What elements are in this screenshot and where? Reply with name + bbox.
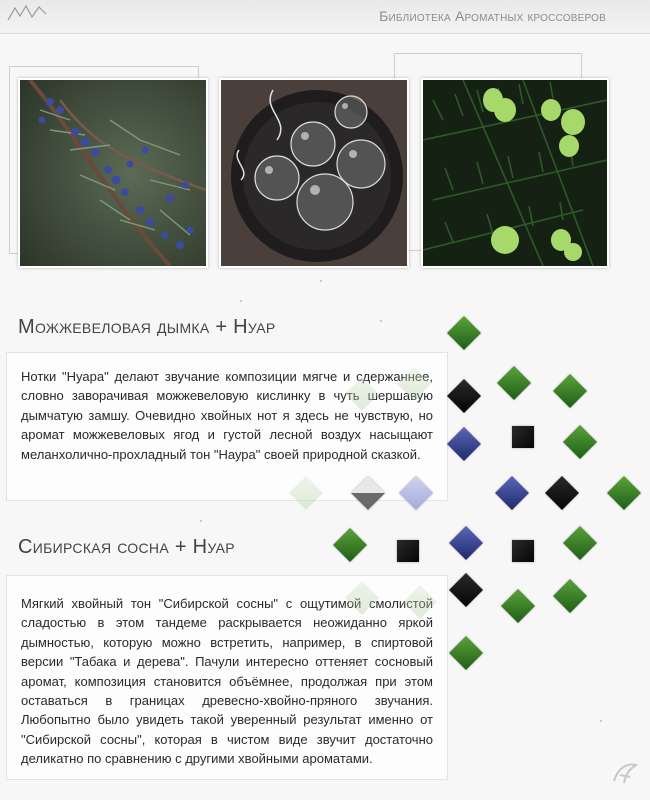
tile-green [333, 528, 367, 562]
glass-ornaments-photo [219, 78, 409, 268]
tile-green [553, 579, 587, 613]
tile-black [512, 540, 534, 562]
speck [240, 300, 242, 302]
tile-black [512, 426, 534, 448]
tile-green [447, 316, 481, 350]
tile-green [607, 476, 641, 510]
speck [600, 720, 602, 722]
tile-blue [449, 526, 483, 560]
speck [320, 280, 322, 282]
pine-shoots-photo [421, 78, 609, 268]
section-heading-pine: Сибирская сосна + Нуар [18, 536, 235, 558]
speck [200, 520, 202, 522]
brand-scribble-icon [6, 2, 52, 29]
library-title: Библиотека Ароматных кроссоверов [379, 8, 606, 24]
section-text-pine: Мягкий хвойный тон "Сибирской сосны" с ощутимой смолистой сладостью в этом тандеме раскрывается неожиданно яркой дымностью, которую можно встретить, например, в спиртовой версии "Табака и дерева". Пачули интересно оттеняет сосновый аромат, композиция становится объёмнее, продолжая при этом оставаться в границах древесно-хвойно-пряного звучания. Любопытно было увидеть такой уверенный результат именно от "Сибирской сосны", которая в чистом виде звучит достаточно деликатно по сравнению с другими хвойными ароматами. [6, 575, 448, 780]
tile-blue [495, 476, 529, 510]
header-bar [0, 0, 650, 34]
tile-green [563, 526, 597, 560]
corner-logo-icon [610, 757, 640, 792]
tile-black [447, 379, 481, 413]
tile-blue [447, 427, 481, 461]
tile-black [397, 540, 419, 562]
tile-green [501, 589, 535, 623]
juniper-photo [18, 78, 208, 268]
tile-green [449, 636, 483, 670]
section-heading-juniper: Можжевеловая дымка + Нуар [18, 316, 276, 338]
tile-black [545, 476, 579, 510]
section-text-juniper: Нотки "Нуара" делают звучание композиции мягче и сдержаннее, словно заворачивая можжевеловую кислинку в чуть шершавую дымчатую замшу. Очевидно хвойных нот я здесь не чувствую, но аромат можжевеловых ягод и густой лесной воздух насыщают меланхолично-прохладный тон "Наура" своей природной сказкой. [6, 352, 448, 501]
tile-green [497, 366, 531, 400]
speck [380, 320, 382, 322]
tile-green [553, 374, 587, 408]
tile-black [449, 573, 483, 607]
tile-green [563, 425, 597, 459]
